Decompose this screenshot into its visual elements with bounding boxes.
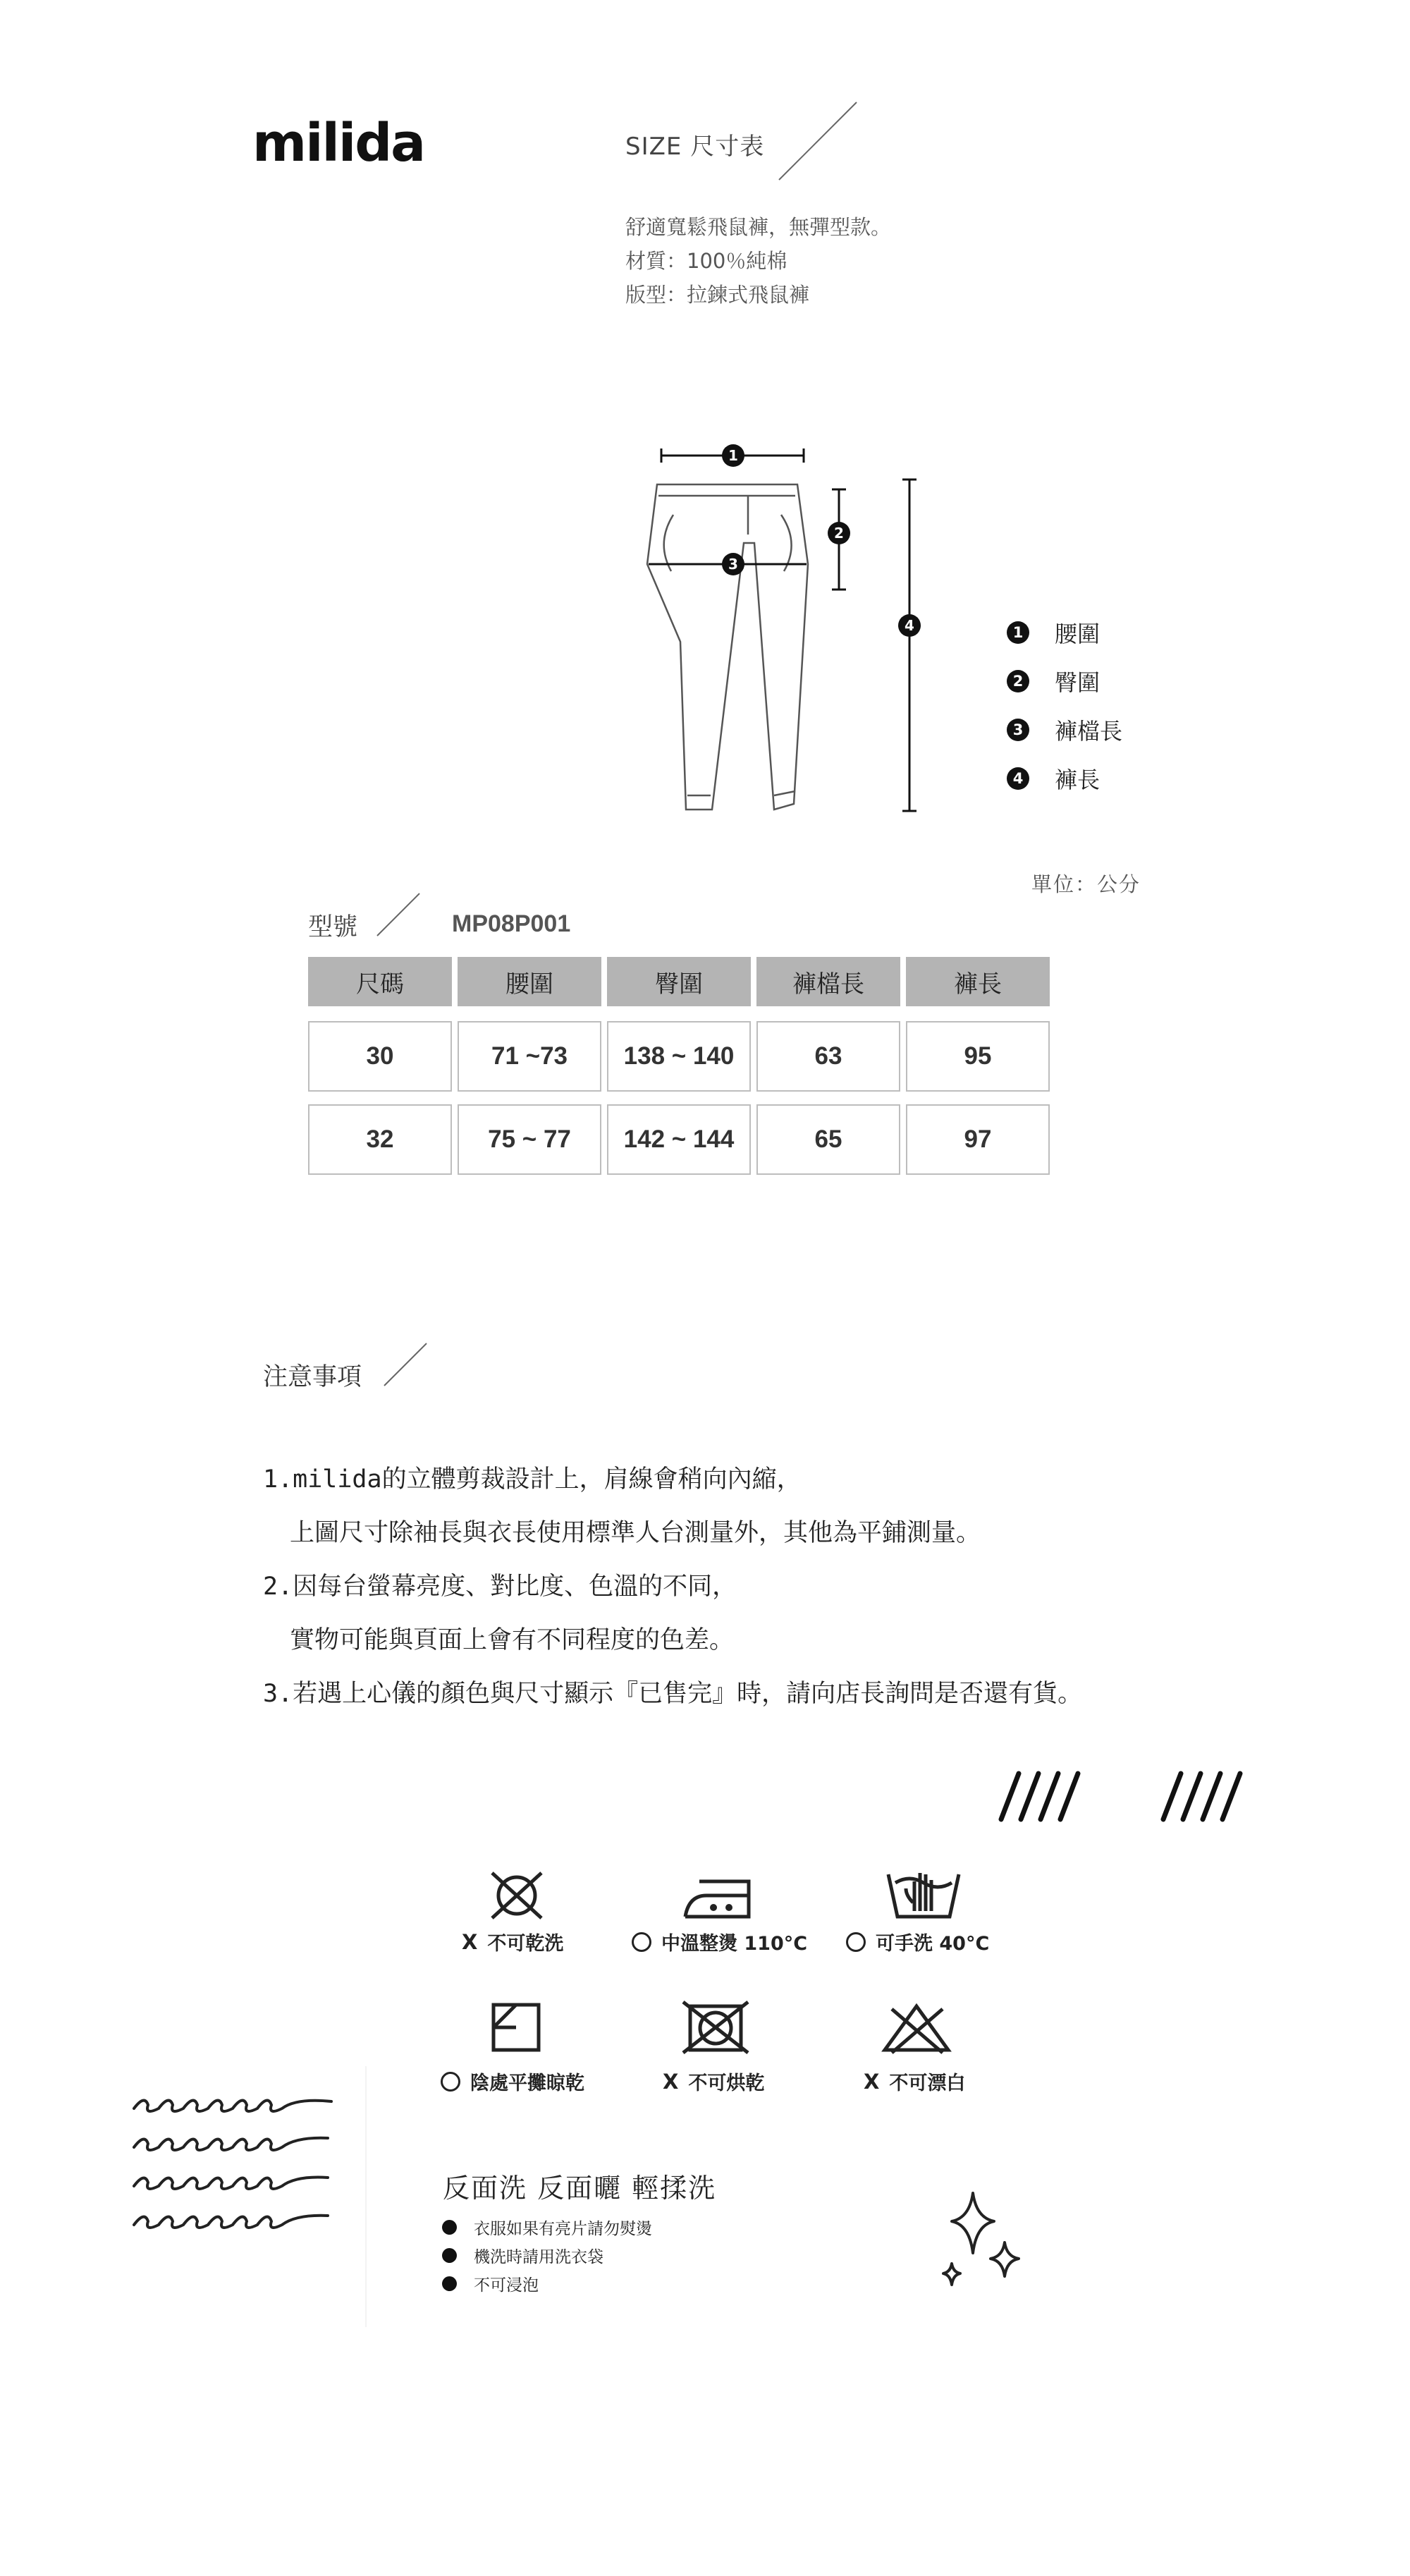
care-label-dry-flat: 陰處平攤晾乾 bbox=[441, 2068, 584, 2095]
care-label-iron: 中溫整燙 110°C bbox=[632, 1928, 807, 1955]
wash-instructions-title: 反面洗 反面曬 輕揉洗 bbox=[443, 2173, 717, 2204]
marker-3: 3 bbox=[728, 556, 738, 573]
dry-flat-shade-icon bbox=[488, 1999, 544, 2056]
legend-num: 1 bbox=[1007, 621, 1029, 644]
pants-outline bbox=[647, 484, 808, 810]
note-line: 實物可能與頁面上會有不同程度的色差。 bbox=[290, 1626, 735, 1654]
sparkle-icon bbox=[931, 2186, 1043, 2313]
model-slash-divider bbox=[374, 890, 423, 939]
model-label: 型號 bbox=[308, 913, 358, 941]
desc-line-fit: 舒適寬鬆飛鼠褲，無彈型款。 bbox=[625, 215, 892, 239]
care-label-no-tumble-dry: X 不可烘乾 bbox=[663, 2069, 765, 2094]
bullet-item: 不可浸泡 bbox=[442, 2272, 539, 2295]
table-cell: 63 bbox=[756, 1021, 900, 1092]
unit-label: 單位：公分 bbox=[1031, 872, 1141, 896]
marker-4: 4 bbox=[905, 617, 914, 634]
bullet-item: 衣服如果有亮片請勿熨燙 bbox=[442, 2216, 652, 2239]
marker-1: 1 bbox=[728, 447, 738, 464]
notes-slash-divider bbox=[381, 1340, 430, 1389]
brand-logo: milida bbox=[252, 113, 425, 173]
table-header-length: 褲長 bbox=[906, 957, 1050, 1006]
table-header-waist: 腰圍 bbox=[458, 957, 601, 1006]
table-cell: 30 bbox=[308, 1021, 452, 1092]
legend-num: 2 bbox=[1007, 670, 1029, 692]
table-cell: 95 bbox=[906, 1021, 1050, 1092]
desc-line-style: 版型：拉鍊式飛鼠褲 bbox=[625, 283, 810, 307]
bullet-item: 機洗時請用洗衣袋 bbox=[442, 2244, 603, 2267]
table-cell: 138 ~ 140 bbox=[607, 1021, 751, 1092]
note-line: 上圖尺寸除袖長與衣長使用標準人台測量外，其他為平鋪測量。 bbox=[290, 1519, 981, 1547]
size-chart-title: SIZE 尺寸表 bbox=[625, 133, 765, 161]
legend-item-waist bbox=[1007, 616, 1100, 649]
table-cell: 142 ~ 144 bbox=[607, 1104, 751, 1175]
vertical-divider bbox=[365, 2066, 367, 2327]
notes-title: 注意事項 bbox=[263, 1363, 362, 1391]
no-bleach-icon bbox=[878, 1999, 955, 2056]
legend-label: 褲檔長 bbox=[1055, 718, 1123, 745]
table-cell: 71 ~73 bbox=[458, 1021, 601, 1092]
no-dry-clean-icon bbox=[485, 1867, 548, 1924]
care-label-no-dry-clean: X 不可乾洗 bbox=[462, 1929, 564, 1955]
table-cell: 75 ~ 77 bbox=[458, 1104, 601, 1175]
legend-label: 腰圍 bbox=[1055, 621, 1101, 647]
care-label-no-bleach: X 不可漂白 bbox=[864, 2069, 966, 2094]
legend-label: 臀圍 bbox=[1055, 669, 1101, 696]
hand-wash-icon bbox=[885, 1860, 962, 1925]
decorative-loops bbox=[127, 2087, 352, 2250]
model-number: MP08P001 bbox=[452, 910, 571, 937]
table-header-rise: 褲檔長 bbox=[756, 957, 900, 1006]
legend-num: 4 bbox=[1007, 767, 1029, 790]
measure-lines bbox=[649, 448, 916, 811]
decorative-slashes bbox=[987, 1763, 1283, 1826]
legend-label: 褲長 bbox=[1055, 767, 1101, 793]
legend-num: 3 bbox=[1007, 719, 1029, 741]
care-label-hand-wash: 可手洗 40°C bbox=[846, 1928, 989, 1955]
iron-medium-icon bbox=[678, 1867, 756, 1924]
note-line: 2.因每台螢幕亮度、對比度、色溫的不同， bbox=[263, 1573, 737, 1601]
desc-line-material: 材質：100％純棉 bbox=[625, 249, 787, 273]
table-header-hip: 臀圍 bbox=[607, 957, 751, 1006]
table-cell: 97 bbox=[906, 1104, 1050, 1175]
note-line: 3.若遇上心儀的顏色與尺寸顯示『已售完』時，請向店長詢問是否還有貨。 bbox=[263, 1680, 1083, 1708]
marker-2: 2 bbox=[834, 525, 844, 542]
table-cell: 65 bbox=[756, 1104, 900, 1175]
table-cell: 32 bbox=[308, 1104, 452, 1175]
table-header-size: 尺碼 bbox=[308, 957, 452, 1006]
legend-item-hip bbox=[1007, 665, 1100, 697]
legend-item-rise bbox=[1007, 714, 1122, 746]
title-slash-divider bbox=[776, 99, 860, 183]
note-line: 1.milida的立體剪裁設計上，肩線會稍向內縮， bbox=[263, 1465, 802, 1494]
no-tumble-dry-icon bbox=[680, 1999, 751, 2056]
legend-item-length bbox=[1007, 762, 1100, 795]
pants-diagram bbox=[620, 430, 931, 825]
